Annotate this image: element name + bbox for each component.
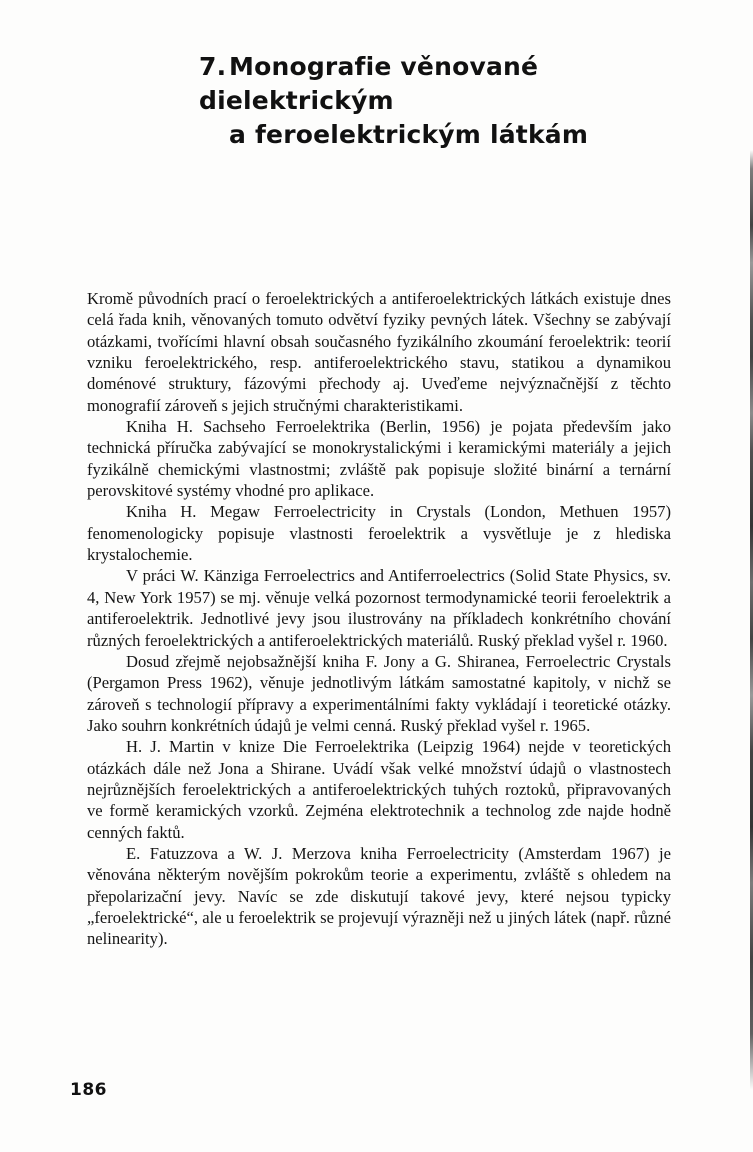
paragraph-martin: H. J. Martin v knize Die Ferroelektrika (Leipzig 1964) nejde v teoretických otázkách dále než Jona a Shirane. Uvádí však velké množství údajů o vlastnostech nejrůznějších feroelektrických a antiferoelektrických tuhých roztoků, připravovaných ve formě keramických vzorků. Zejména elektrotechnik a technolog zde najde hodně cenných faktů. bbox=[87, 737, 671, 842]
chapter-title-line-1: Monografie věnované dielektrickým bbox=[199, 52, 539, 115]
chapter-heading bbox=[199, 50, 719, 152]
page-number: 186 bbox=[70, 1080, 107, 1100]
chapter-title-line-2: a feroelektrickým látkám bbox=[229, 120, 589, 149]
paragraph-intro: Kromě původních prací o feroelektrických a antiferoelektrických látkách existuje dnes celá řada knih, věnovaných tomuto odvětví fyziky pevných látek. Všechny se zabývají otázkami, tvořícími hlavní obsah současného fyzikálního zkoumání feroelektrik: teorií vzniku feroelektrického, resp. antiferoelektrického stavu, statikou a dynamikou doménové struktury, fázovými přechody aj. Uveďeme nejvýznačnější z těchto monografií zároveň s jejich stručnými charakteristikami. bbox=[87, 289, 671, 415]
paragraph-kaenzig: V práci W. Känziga Ferroelectrics and Antiferroelectrics (Solid State Physics, sv. 4, New York 1957) se mj. věnuje velká pozornost termodynamické teorii feroelektrik a antiferoelektrik. Jednotlivé jevy jsou ilustrovány na příkladech konkrétního chování různých feroelektrických a antiferoelektrických materiálů. Ruský překlad vyšel r. 1960. bbox=[87, 566, 671, 650]
body-text bbox=[87, 288, 671, 950]
paragraph-jona-shirane: Dosud zřejmě nejobsažnější kniha F. Jony a G. Shiranea, Ferroelectric Crystals (Pergamon Press 1962), věnuje jednotlivým látkám samostatné kapitoly, v nichž se zároveň s technologií přípravy a experimentálními fakty vykládají i teoretické otázky. Jako souhrn konkrétních údajů je velmi cenná. Ruský překlad vyšel r. 1965. bbox=[87, 651, 671, 735]
paragraph-sachse: Kniha H. Sachseho Ferroelektrika (Berlin, 1956) je pojata především jako technická příručka zabývající se monokrystalickými i keramickými materiály a jejich fyzikálně chemickými vlastnostmi; zvláště pak popisuje složité binární a ternární perovskitové systémy vhodné pro aplikace. bbox=[87, 417, 671, 501]
paragraph-fatuzzo-merz: E. Fatuzzova a W. J. Merzova kniha Ferroelectricity (Amsterdam 1967) je věnována některým novějším pokrokům teorie a experimentu, zvláště s ohledem na přepolarizační jevy. Navíc se zde diskutují takové jevy, které nejsou typicky „feroelektrické“, ale u feroelektrik se projevují výrazněji než u jiných látek (např. různé nelinearity). bbox=[87, 843, 671, 949]
paragraph-megaw: Kniha H. Megaw Ferroelectricity in Crystals (London, Methuen 1957) fenomenologicky popisuje vlastnosti feroelektrik a vysvětluje je z hlediska krystalochemie. bbox=[87, 502, 671, 565]
chapter-number: 7. bbox=[199, 52, 227, 81]
